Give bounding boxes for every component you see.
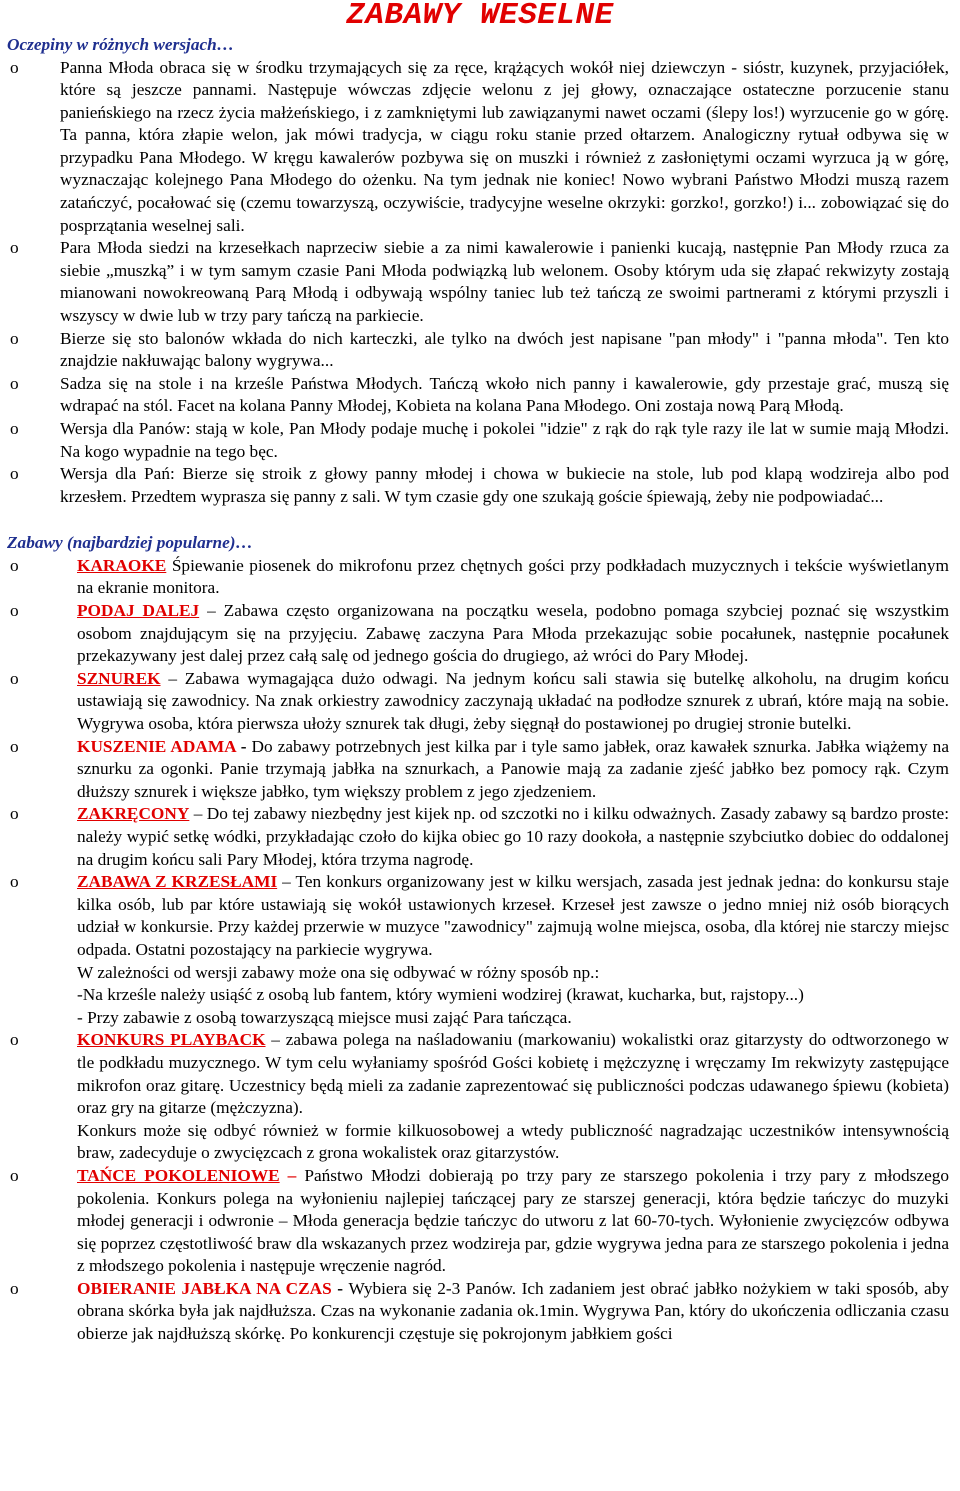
game-separator: – xyxy=(279,1165,305,1185)
item-text: Bierze się sto balonów wkłada do nich karteczki, ale tylko na dwóch jest napisane "pan młody" i "panna młoda". Ten kto znajdzie nakłuwając balony wygrywa... xyxy=(60,328,949,371)
game-item xyxy=(7,871,953,1029)
item-text: Panna Młoda obraca się w środku trzymających się za ręce, krążących wokół niej dziewczyn - sióstr, kuzynek, przyjaciółek, które są jeszcze pannami. Następuje wówczas zdjęcie welonu z jej głowy, oznaczające ostateczne porzucenie stanu panieńskiego na rzecz życia małżeńskiego, i z zamkniętymi lub zawiązanymi nawet oczami (ślepy los!) wyrzucenie go w górę. Ta panna, która złapie welon, jak mówi tradycja, w ciągu roku stanie przed ołtarzem. Analogiczny rytuał odbywa się w przypadku Pana Młodego. W kręgu kawalerów pozbywa się on muszki i również z zasłoniętymi oczami wyrzuca ją w górę, wyznaczając kolejnego Pana Młodego do ożenku. Na tym jednak nie koniec! Nowo wybrani Państwo Młodzi muszą razem zatańczyć, pocałować się (czemu towarzyszą, oczywiście, tradycyjne weselne okrzyki: gorzko!, gorzko!) i... zobowiązać się do posprzątania weselnej sali. xyxy=(60,57,949,235)
game-name: OBIERANIE JABŁKA NA CZAS xyxy=(77,1278,332,1298)
bullet-marker: o xyxy=(10,419,19,438)
bullet-marker: o xyxy=(10,601,19,621)
item-text: Para Młoda siedzi na krzesełkach naprzeciw siebie a za nimi kawalerowie i panienki kucają, następnie Pan Młody rzuca za siebie „muszką” i w tym samym czasie Pani Młoda podwiązką lub welonem. Osoby którym uda się złapać rekwizyty zostają mianowani nowokreowaną Parą Młodą i odbywają wspólny taniec lub też tańczą ze swoimi partnerami z którymi przyszli i wszyscy w dwie lub w trzy pary tańczą na parkiecie. xyxy=(60,238,949,326)
bullet-marker: o xyxy=(10,1278,19,1298)
game-item xyxy=(7,1165,953,1278)
game-description: zabawa polega na naśladowaniu (markowaniu) wokalistki oraz gitarzysty do odtworzonego w tle podkładu muzycznego. W tym celu wyłaniamy spośród Gości kobietę i mężczyznę i wręczamy Im rekwizyty zastępujące mikrofon oraz gitarę. Uczestnicy będą mieli za zadanie zaprezentować się publiczności podczas udawanego śpiewu (kobieta) oraz gry na gitarze (mężczyzna). xyxy=(77,1030,949,1118)
game-item xyxy=(7,600,953,668)
game-description: Do zabawy potrzebnych jest kilka par i tyle samo jabłek, oraz kawałek sznurka. Jabłka wiążemy na sznurku za ogonki. Panie trzymają jabłka na sznurkach, a Panowie mają za zadanie zjeść jabłko bez pomocy rąk. Czym dłuższy sznurek i większe jabłko, tym większy problem z jego zjedzeniem. xyxy=(77,736,949,801)
game-separator: - xyxy=(331,1278,349,1298)
game-name: KONKURS PLAYBACK xyxy=(77,1030,266,1050)
item-text: Wersja dla Panów: stają w kole, Pan Młody podaje muchę i pokolei "idzie" z rąk do rąk tyle razy ile lat w sumie mają Młodzi. Na kogo wypadnie na tego bęc. xyxy=(60,419,949,461)
bullet-marker: o xyxy=(10,57,19,77)
games-list xyxy=(7,555,953,1346)
game-description: Wybiera się 2-3 Panów. Ich zadaniem jest obrać jabłko nożykiem w taki sposób, aby obrana skórka była jak najdłuższa. Czas na wykonanie zadania ok.1min. Wygrywa Pan, który do ukończenia odliczania czasu obierze jak najdłuższą skórkę. Po konkurencji częstuje się pokrojonym jabłkiem gości xyxy=(77,1278,949,1344)
bullet-marker: o xyxy=(10,872,19,892)
game-description: Do tej zabawy niezbędny jest kijek np. od szczotki no i kilku odważnych. Zasady zabawy są bardzo proste: należy wypić setkę wódki, przykładając czoło do kijka obiec go 10 razy dookoła, a następnie szybciutko dobiec do oddalonej na drugim końcu sali Pary Młodej, która trzyma nagrodę. xyxy=(77,804,949,869)
game-description: Śpiewanie piosenek do mikrofonu przez chętnych gości przy podkładach muzycznych i tekście wyświetlanym na ekranie monitora. xyxy=(77,555,949,598)
bullet-marker: o xyxy=(10,555,19,575)
bullet-marker: o xyxy=(10,736,19,756)
bullet-marker: o xyxy=(10,1030,19,1050)
bullet-marker: o xyxy=(10,1165,19,1185)
game-description: Zabawa często organizowana na początku wesela, podobno pomaga szybciej poznać się wszystkim osobom znajdującym się na przyjęciu. Zabawę zaczyna Para Młoda przekazując sobie pocałunek, następnie pocałunek przekazywany jest dalej przez całą salę od jednego gościa do drugiego, aż wróci do Pary Młodej. xyxy=(77,601,950,666)
page-title: ZABAWY WESELNE xyxy=(346,0,614,33)
oczepiny-list xyxy=(7,57,953,509)
list-item xyxy=(7,418,953,463)
list-item xyxy=(7,373,953,418)
list-item xyxy=(7,237,953,327)
game-item xyxy=(7,736,953,804)
game-name: ZAKRĘCONY xyxy=(77,804,190,824)
list-item xyxy=(7,328,953,373)
section-heading-oczepiny: Oczepiny w różnych wersjach… xyxy=(7,35,235,54)
game-extra-line: W zależności od wersji zabawy może ona się odbywać w różny sposób np.: xyxy=(77,962,600,982)
bullet-marker: o xyxy=(10,668,19,688)
game-item xyxy=(7,555,953,600)
bullet-marker: o xyxy=(10,373,19,393)
list-item xyxy=(7,57,953,238)
game-item xyxy=(7,1278,953,1346)
item-text: Sadza się na stole i na krześle Państwa Młodych. Tańczą wkoło nich panny i kawalerowie, gdy przestaje grać, muszą się wdrapać na stól. Facet na kolana Panny Młodej, Kobieta na kolana Pana Młodego. Oni zostaja nową Parą Młodą. xyxy=(60,373,949,416)
game-name: KUSZENIE ADAMA xyxy=(77,736,236,756)
bullet-marker: o xyxy=(10,238,19,258)
list-item xyxy=(7,463,953,508)
game-description: Ten konkurs organizowany jest w kilku wersjach, zasada jest jednak jedna: do konkursu staje kilka osób, lub par które ustawiają się wokół ustawionych krzeseł. Krzeseł jest zawsze o jedno mniej niż osób biorących udział w konkursie. Przy każdej przerwie w muzyce "zawodnicy" zajmują wolne miejsca, osoba, dla której nie starczy miejsc odpada. Ostatni pozostający na parkiecie wygrywa. xyxy=(77,872,949,959)
bullet-marker: o xyxy=(10,804,19,824)
game-extra-line: - Przy zabawie z osobą towarzyszącą miejsce musi zająć Para tańcząca. xyxy=(77,1007,572,1027)
game-separator: – xyxy=(277,872,296,892)
game-separator: – xyxy=(189,804,207,824)
game-extra-line: Konkurs może się odbyć również w formie kilkuosobowej a wtedy publiczność nagradzając uczestników intensywnością braw, zadecyduje o zwycięzcach z grona wokalistek oraz gitarzystów. xyxy=(77,1120,949,1163)
game-separator: – xyxy=(265,1030,286,1050)
bullet-marker: o xyxy=(10,328,19,348)
section-heading-zabawy: Zabawy (najbardziej popularne)… xyxy=(7,533,253,553)
game-name: PODAJ DALEJ xyxy=(77,601,200,621)
game-separator: - xyxy=(235,736,252,756)
game-separator: – xyxy=(199,601,224,621)
game-description: Państwo Młodzi dobierają po trzy pary ze starszego pokolenia i trzy pary z młodszego pokolenia. Konkurs polega na wyłonieniu najlepiej tańczącej pary ze starszej generacji, która będzie tańczyc do muzyki młodej generacji i odwronie – Młoda generacja będzie tańczyc do utworu z lat 60-70-tych. Wyłonienie zwycięzców odbywa się poprzez częstotliwość braw dla wskazanych przez wodzireja par, gdzie wygrywa jedna para ze starszego pokolenia i jedna z młodszego pokolenia i następuje wręczenie nagród. xyxy=(77,1165,950,1276)
item-text: Wersja dla Pań: Bierze się stroik z głowy panny młodej i chowa w bukiecie na stole, lub pod klapą wodzireja albo pod krzesłem. Przedtem wyprasza się panny z sali. W tym czasie gdy one szukają goście śpiewają, żeby nie podpowiadać... xyxy=(60,464,949,506)
game-name: KARAOKE xyxy=(77,555,167,575)
game-name: SZNUREK xyxy=(77,668,161,688)
game-extra-line: -Na krześle należy usiąść z osobą lub fantem, który wymieni wodzirej (krawat, kucharka, but, rajstopy...) xyxy=(77,985,804,1005)
game-item xyxy=(7,668,953,736)
game-item xyxy=(7,803,953,871)
game-separator: – xyxy=(160,668,185,688)
game-description: Zabawa wymagająca dużo odwagi. Na jednym końcu sali stawia się butelkę alkoholu, na drugim końcu ustawiają się zawodnicy. Na znak orkiestry zawodnicy zaczynają układać na podłodze sznurek z ubrań, które mają na sobie. Wygrywa osoba, która pierwsza ułoży sznurek tak długi, żeby sięgnął do postawionej po drugiej stronie butelki. xyxy=(77,668,950,734)
bullet-marker: o xyxy=(10,464,19,484)
game-item xyxy=(7,1029,953,1165)
game-name: ZABAWA Z KRZESŁAMI xyxy=(77,872,278,892)
game-name: TAŃCE POKOLENIOWE xyxy=(77,1165,280,1185)
